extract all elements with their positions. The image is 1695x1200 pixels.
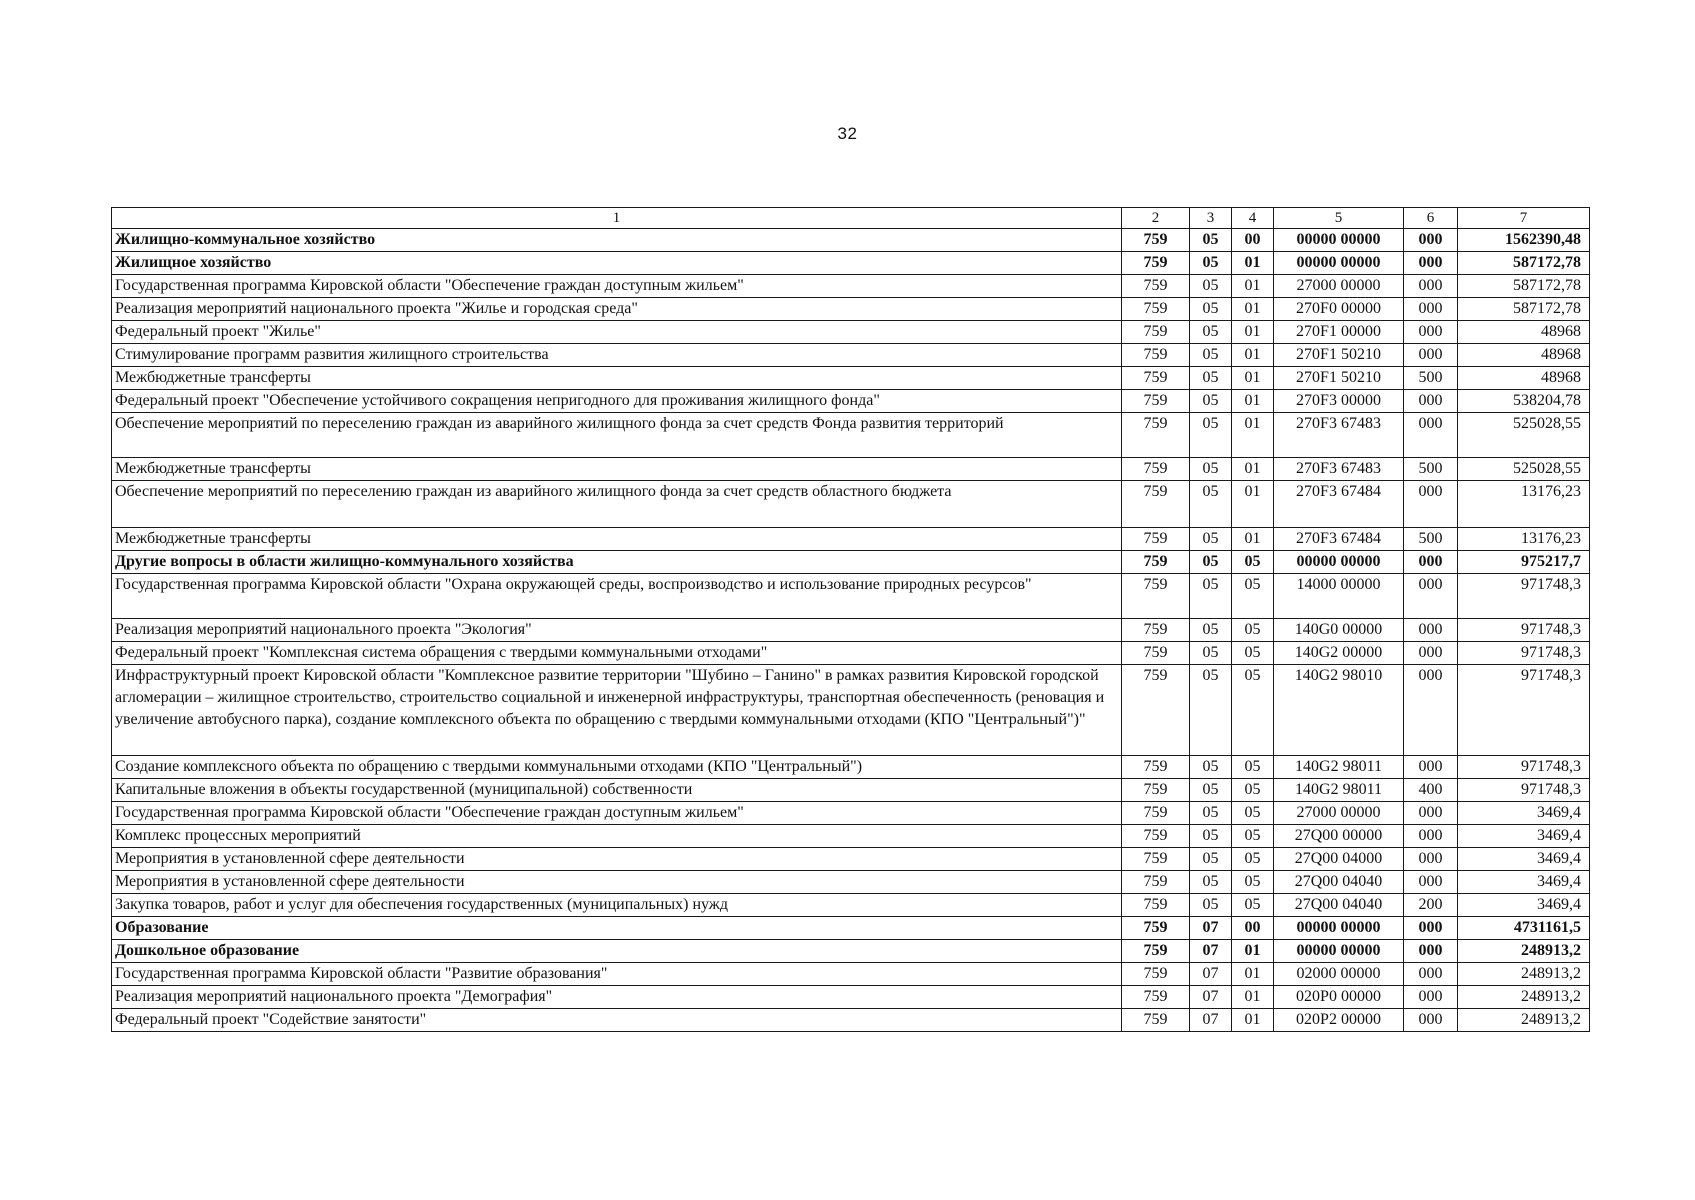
row-code-cell: 759 — [1122, 252, 1190, 275]
row-target-article-cell: 020P2 00000 — [1274, 1009, 1404, 1032]
row-section-cell: 05 — [1190, 321, 1232, 344]
row-subsection-cell: 01 — [1232, 298, 1274, 321]
table-row — [112, 665, 1590, 756]
table-row — [112, 894, 1590, 917]
row-expense-type-cell: 000 — [1404, 298, 1458, 321]
row-target-article-cell: 270F1 00000 — [1274, 321, 1404, 344]
row-section-cell: 05 — [1190, 894, 1232, 917]
row-name-cell: Дошкольное образование — [112, 940, 1122, 963]
row-code-cell: 759 — [1122, 894, 1190, 917]
row-section-cell: 07 — [1190, 917, 1232, 940]
table-header-row — [112, 208, 1590, 229]
row-code-cell: 759 — [1122, 779, 1190, 802]
row-code-cell: 759 — [1122, 390, 1190, 413]
row-subsection-cell: 01 — [1232, 963, 1274, 986]
row-amount-cell: 3469,4 — [1458, 871, 1590, 894]
row-section-cell: 07 — [1190, 986, 1232, 1009]
row-target-article-cell: 270F0 00000 — [1274, 298, 1404, 321]
row-subsection-cell: 05 — [1232, 756, 1274, 779]
row-target-article-cell: 27000 00000 — [1274, 275, 1404, 298]
row-section-cell: 05 — [1190, 481, 1232, 528]
row-expense-type-cell: 500 — [1404, 367, 1458, 390]
row-code-cell: 759 — [1122, 963, 1190, 986]
row-subsection-cell: 00 — [1232, 917, 1274, 940]
row-section-cell: 05 — [1190, 642, 1232, 665]
row-subsection-cell: 05 — [1232, 665, 1274, 756]
row-code-cell: 759 — [1122, 986, 1190, 1009]
row-section-cell: 05 — [1190, 871, 1232, 894]
table-row — [112, 574, 1590, 619]
row-subsection-cell: 01 — [1232, 458, 1274, 481]
row-subsection-cell: 01 — [1232, 321, 1274, 344]
row-code-cell: 759 — [1122, 367, 1190, 390]
row-expense-type-cell: 000 — [1404, 321, 1458, 344]
row-expense-type-cell: 000 — [1404, 848, 1458, 871]
row-subsection-cell: 01 — [1232, 413, 1274, 458]
column-header: 6 — [1404, 208, 1458, 229]
row-subsection-cell: 05 — [1232, 802, 1274, 825]
row-target-article-cell: 27Q00 04040 — [1274, 894, 1404, 917]
row-target-article-cell: 00000 00000 — [1274, 940, 1404, 963]
row-code-cell: 759 — [1122, 917, 1190, 940]
row-expense-type-cell: 000 — [1404, 481, 1458, 528]
row-section-cell: 07 — [1190, 963, 1232, 986]
row-code-cell: 759 — [1122, 275, 1190, 298]
row-subsection-cell: 00 — [1232, 229, 1274, 252]
row-amount-cell: 4731161,5 — [1458, 917, 1590, 940]
row-amount-cell: 971748,3 — [1458, 779, 1590, 802]
row-name-cell: Государственная программа Кировской области "Обеспечение граждан доступным жильем" — [112, 275, 1122, 298]
row-code-cell: 759 — [1122, 665, 1190, 756]
row-target-article-cell: 270F3 67483 — [1274, 413, 1404, 458]
row-expense-type-cell: 000 — [1404, 940, 1458, 963]
row-code-cell: 759 — [1122, 298, 1190, 321]
table-row — [112, 871, 1590, 894]
row-amount-cell: 587172,78 — [1458, 252, 1590, 275]
table-row — [112, 986, 1590, 1009]
row-target-article-cell: 140G0 00000 — [1274, 619, 1404, 642]
table-row — [112, 252, 1590, 275]
row-section-cell: 05 — [1190, 802, 1232, 825]
row-name-cell: Реализация мероприятий национального проекта "Экология" — [112, 619, 1122, 642]
table-row — [112, 229, 1590, 252]
row-section-cell: 05 — [1190, 229, 1232, 252]
row-subsection-cell: 01 — [1232, 252, 1274, 275]
row-target-article-cell: 020P0 00000 — [1274, 986, 1404, 1009]
table-row — [112, 413, 1590, 458]
budget-table — [111, 207, 1590, 1032]
row-amount-cell: 248913,2 — [1458, 986, 1590, 1009]
row-name-cell: Инфраструктурный проект Кировской области "Комплексное развитие территории "Шубино – Ганино" в рамках развития Кировской городской агломерации – жилищное строительство, строительство социальной и инженерной инфраструктуры, транспортная обеспеченность (реновация и увеличение автобусного парка), создание комплексного объекта по обращению с твердыми коммунальными отходами (КПО "Центральный")" — [112, 665, 1122, 756]
row-expense-type-cell: 000 — [1404, 963, 1458, 986]
row-amount-cell: 248913,2 — [1458, 963, 1590, 986]
row-name-cell: Реализация мероприятий национального проекта "Демография" — [112, 986, 1122, 1009]
page-number: 32 — [837, 124, 858, 143]
row-expense-type-cell: 500 — [1404, 528, 1458, 551]
row-section-cell: 05 — [1190, 367, 1232, 390]
table-row — [112, 528, 1590, 551]
row-expense-type-cell: 000 — [1404, 825, 1458, 848]
table-row — [112, 298, 1590, 321]
row-target-article-cell: 27000 00000 — [1274, 802, 1404, 825]
row-name-cell: Обеспечение мероприятий по переселению граждан из аварийного жилищного фонда за счет средств областного бюджета — [112, 481, 1122, 528]
row-subsection-cell: 01 — [1232, 986, 1274, 1009]
table-row — [112, 963, 1590, 986]
row-code-cell: 759 — [1122, 825, 1190, 848]
row-expense-type-cell: 000 — [1404, 574, 1458, 619]
table-row — [112, 390, 1590, 413]
row-name-cell: Государственная программа Кировской области "Охрана окружающей среды, воспроизводство и использование природных ресурсов" — [112, 574, 1122, 619]
row-section-cell: 05 — [1190, 825, 1232, 848]
column-header: 2 — [1122, 208, 1190, 229]
row-code-cell: 759 — [1122, 871, 1190, 894]
row-subsection-cell: 05 — [1232, 894, 1274, 917]
row-code-cell: 759 — [1122, 574, 1190, 619]
row-section-cell: 07 — [1190, 1009, 1232, 1032]
row-section-cell: 05 — [1190, 413, 1232, 458]
row-expense-type-cell: 000 — [1404, 642, 1458, 665]
row-subsection-cell: 05 — [1232, 825, 1274, 848]
table-row — [112, 825, 1590, 848]
row-name-cell: Образование — [112, 917, 1122, 940]
table-row — [112, 848, 1590, 871]
row-target-article-cell: 270F1 50210 — [1274, 367, 1404, 390]
row-name-cell: Межбюджетные трансферты — [112, 458, 1122, 481]
row-name-cell: Государственная программа Кировской области "Развитие образования" — [112, 963, 1122, 986]
column-header: 7 — [1458, 208, 1590, 229]
row-expense-type-cell: 000 — [1404, 665, 1458, 756]
row-target-article-cell: 27Q00 00000 — [1274, 825, 1404, 848]
row-expense-type-cell: 200 — [1404, 894, 1458, 917]
row-target-article-cell: 140G2 00000 — [1274, 642, 1404, 665]
row-subsection-cell: 05 — [1232, 848, 1274, 871]
row-expense-type-cell: 000 — [1404, 390, 1458, 413]
row-name-cell: Федеральный проект "Комплексная система обращения с твердыми коммунальными отходами" — [112, 642, 1122, 665]
row-section-cell: 05 — [1190, 458, 1232, 481]
row-expense-type-cell: 000 — [1404, 344, 1458, 367]
row-code-cell: 759 — [1122, 1009, 1190, 1032]
row-target-article-cell: 270F3 00000 — [1274, 390, 1404, 413]
row-expense-type-cell: 000 — [1404, 252, 1458, 275]
row-target-article-cell: 00000 00000 — [1274, 551, 1404, 574]
row-code-cell: 759 — [1122, 458, 1190, 481]
row-section-cell: 05 — [1190, 252, 1232, 275]
row-amount-cell: 248913,2 — [1458, 1009, 1590, 1032]
row-expense-type-cell: 000 — [1404, 1009, 1458, 1032]
row-amount-cell: 3469,4 — [1458, 802, 1590, 825]
row-amount-cell: 13176,23 — [1458, 528, 1590, 551]
row-section-cell: 05 — [1190, 756, 1232, 779]
row-code-cell: 759 — [1122, 756, 1190, 779]
row-amount-cell: 3469,4 — [1458, 848, 1590, 871]
table-row — [112, 1009, 1590, 1032]
table-row — [112, 779, 1590, 802]
row-code-cell: 759 — [1122, 642, 1190, 665]
table-row — [112, 619, 1590, 642]
row-amount-cell: 971748,3 — [1458, 665, 1590, 756]
row-amount-cell: 538204,78 — [1458, 390, 1590, 413]
row-expense-type-cell: 000 — [1404, 756, 1458, 779]
row-subsection-cell: 05 — [1232, 574, 1274, 619]
row-target-article-cell: 270F1 50210 — [1274, 344, 1404, 367]
row-expense-type-cell: 000 — [1404, 802, 1458, 825]
table-row — [112, 481, 1590, 528]
row-code-cell: 759 — [1122, 528, 1190, 551]
table-row — [112, 551, 1590, 574]
row-target-article-cell: 270F3 67484 — [1274, 528, 1404, 551]
row-name-cell: Создание комплексного объекта по обращению с твердыми коммунальными отходами (КПО "Центральный") — [112, 756, 1122, 779]
row-subsection-cell: 01 — [1232, 367, 1274, 390]
row-name-cell: Федеральный проект "Содействие занятости" — [112, 1009, 1122, 1032]
row-subsection-cell: 05 — [1232, 871, 1274, 894]
row-amount-cell: 525028,55 — [1458, 413, 1590, 458]
row-target-article-cell: 140G2 98011 — [1274, 779, 1404, 802]
row-section-cell: 05 — [1190, 574, 1232, 619]
row-code-cell: 759 — [1122, 848, 1190, 871]
row-name-cell: Мероприятия в установленной сфере деятельности — [112, 871, 1122, 894]
table-row — [112, 642, 1590, 665]
row-amount-cell: 971748,3 — [1458, 642, 1590, 665]
row-code-cell: 759 — [1122, 619, 1190, 642]
table-row — [112, 344, 1590, 367]
row-section-cell: 05 — [1190, 619, 1232, 642]
row-amount-cell: 587172,78 — [1458, 275, 1590, 298]
row-target-article-cell: 00000 00000 — [1274, 252, 1404, 275]
row-name-cell: Государственная программа Кировской области "Обеспечение граждан доступным жильем" — [112, 802, 1122, 825]
row-code-cell: 759 — [1122, 413, 1190, 458]
row-subsection-cell: 01 — [1232, 940, 1274, 963]
row-target-article-cell: 270F3 67484 — [1274, 481, 1404, 528]
row-section-cell: 05 — [1190, 779, 1232, 802]
table-row — [112, 275, 1590, 298]
table-row — [112, 321, 1590, 344]
row-name-cell: Федеральный проект "Обеспечение устойчивого сокращения непригодного для проживания жилищного фонда" — [112, 390, 1122, 413]
table-row — [112, 756, 1590, 779]
column-header: 1 — [112, 208, 1122, 229]
row-section-cell: 05 — [1190, 390, 1232, 413]
row-section-cell: 07 — [1190, 940, 1232, 963]
row-code-cell: 759 — [1122, 344, 1190, 367]
row-code-cell: 759 — [1122, 802, 1190, 825]
row-name-cell: Другие вопросы в области жилищно-коммунального хозяйства — [112, 551, 1122, 574]
row-code-cell: 759 — [1122, 551, 1190, 574]
row-target-article-cell: 00000 00000 — [1274, 229, 1404, 252]
row-expense-type-cell: 000 — [1404, 871, 1458, 894]
table-row — [112, 802, 1590, 825]
row-target-article-cell: 02000 00000 — [1274, 963, 1404, 986]
row-code-cell: 759 — [1122, 321, 1190, 344]
row-name-cell: Комплекс процессных мероприятий — [112, 825, 1122, 848]
row-name-cell: Капитальные вложения в объекты государственной (муниципальной) собственности — [112, 779, 1122, 802]
table-row — [112, 917, 1590, 940]
row-amount-cell: 48968 — [1458, 344, 1590, 367]
row-section-cell: 05 — [1190, 528, 1232, 551]
row-code-cell: 759 — [1122, 940, 1190, 963]
row-target-article-cell: 27Q00 04000 — [1274, 848, 1404, 871]
row-subsection-cell: 01 — [1232, 344, 1274, 367]
row-section-cell: 05 — [1190, 848, 1232, 871]
table-row — [112, 940, 1590, 963]
row-name-cell: Жилищное хозяйство — [112, 252, 1122, 275]
row-subsection-cell: 01 — [1232, 1009, 1274, 1032]
row-name-cell: Реализация мероприятий национального проекта "Жилье и городская среда" — [112, 298, 1122, 321]
row-subsection-cell: 01 — [1232, 275, 1274, 298]
column-header: 4 — [1232, 208, 1274, 229]
row-target-article-cell: 27Q00 04040 — [1274, 871, 1404, 894]
row-amount-cell: 3469,4 — [1458, 894, 1590, 917]
row-amount-cell: 971748,3 — [1458, 574, 1590, 619]
row-subsection-cell: 01 — [1232, 481, 1274, 528]
row-name-cell: Межбюджетные трансферты — [112, 367, 1122, 390]
row-amount-cell: 1562390,48 — [1458, 229, 1590, 252]
row-amount-cell: 248913,2 — [1458, 940, 1590, 963]
row-section-cell: 05 — [1190, 275, 1232, 298]
row-section-cell: 05 — [1190, 298, 1232, 321]
row-target-article-cell: 140G2 98010 — [1274, 665, 1404, 756]
row-section-cell: 05 — [1190, 344, 1232, 367]
row-amount-cell: 971748,3 — [1458, 619, 1590, 642]
row-amount-cell: 48968 — [1458, 321, 1590, 344]
row-section-cell: 05 — [1190, 665, 1232, 756]
row-code-cell: 759 — [1122, 481, 1190, 528]
row-amount-cell: 13176,23 — [1458, 481, 1590, 528]
row-expense-type-cell: 400 — [1404, 779, 1458, 802]
table-row — [112, 367, 1590, 390]
row-target-article-cell: 14000 00000 — [1274, 574, 1404, 619]
row-amount-cell: 975217,7 — [1458, 551, 1590, 574]
row-amount-cell: 3469,4 — [1458, 825, 1590, 848]
row-expense-type-cell: 500 — [1404, 458, 1458, 481]
column-header: 5 — [1274, 208, 1404, 229]
row-name-cell: Жилищно-коммунальное хозяйство — [112, 229, 1122, 252]
row-expense-type-cell: 000 — [1404, 917, 1458, 940]
row-section-cell: 05 — [1190, 551, 1232, 574]
row-subsection-cell: 01 — [1232, 528, 1274, 551]
row-subsection-cell: 05 — [1232, 551, 1274, 574]
row-amount-cell: 48968 — [1458, 367, 1590, 390]
row-expense-type-cell: 000 — [1404, 413, 1458, 458]
row-subsection-cell: 01 — [1232, 390, 1274, 413]
row-subsection-cell: 05 — [1232, 642, 1274, 665]
row-name-cell: Федеральный проект "Жилье" — [112, 321, 1122, 344]
row-expense-type-cell: 000 — [1404, 275, 1458, 298]
row-target-article-cell: 270F3 67483 — [1274, 458, 1404, 481]
row-name-cell: Закупка товаров, работ и услуг для обеспечения государственных (муниципальных) нужд — [112, 894, 1122, 917]
row-amount-cell: 971748,3 — [1458, 756, 1590, 779]
row-subsection-cell: 05 — [1232, 779, 1274, 802]
row-name-cell: Мероприятия в установленной сфере деятельности — [112, 848, 1122, 871]
row-expense-type-cell: 000 — [1404, 986, 1458, 1009]
row-expense-type-cell: 000 — [1404, 229, 1458, 252]
row-target-article-cell: 00000 00000 — [1274, 917, 1404, 940]
table-row — [112, 458, 1590, 481]
row-amount-cell: 587172,78 — [1458, 298, 1590, 321]
row-subsection-cell: 05 — [1232, 619, 1274, 642]
row-name-cell: Стимулирование программ развития жилищного строительства — [112, 344, 1122, 367]
row-target-article-cell: 140G2 98011 — [1274, 756, 1404, 779]
row-amount-cell: 525028,55 — [1458, 458, 1590, 481]
column-header: 3 — [1190, 208, 1232, 229]
row-expense-type-cell: 000 — [1404, 551, 1458, 574]
row-name-cell: Обеспечение мероприятий по переселению граждан из аварийного жилищного фонда за счет средств Фонда развития территорий — [112, 413, 1122, 458]
row-name-cell: Межбюджетные трансферты — [112, 528, 1122, 551]
row-expense-type-cell: 000 — [1404, 619, 1458, 642]
row-code-cell: 759 — [1122, 229, 1190, 252]
